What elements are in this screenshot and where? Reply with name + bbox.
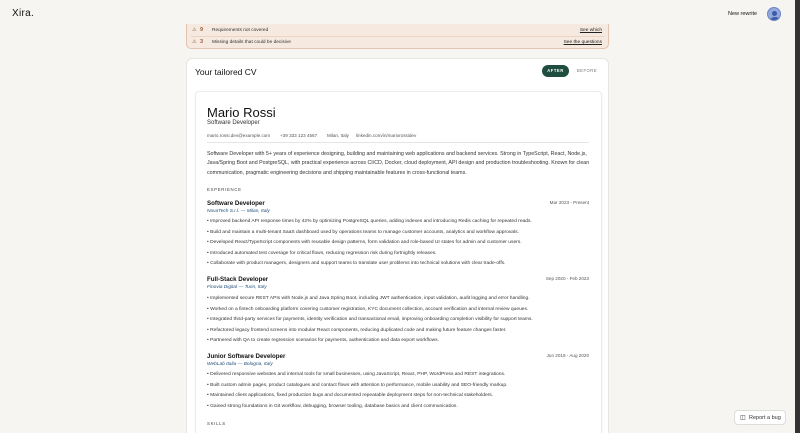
job-company: Finovia Digital — Turin, Italy	[207, 285, 267, 290]
job-bullet: • Refactored legacy frontend screens into modular React components, reducing duplicated code and making future feature changes faster.	[207, 327, 507, 333]
experience-heading: EXPERIENCE	[207, 187, 242, 192]
see-which-link[interactable]: See which	[579, 27, 602, 33]
job-bullet: • Delivered responsive websites and internal tools for small businesses, using JavaScript, React, PHP, WordPress and REST integrations.	[207, 372, 506, 377]
cv-card-title: Your tailored CV	[195, 67, 257, 77]
job-bullet: • Partnered with QA to create regression scenarios for payments, authentication and data export workflows.	[207, 338, 439, 343]
job-bullet: • Implemented secure REST APIs with Node.js and Java Spring Boot, including JWT authentication, input validation, audit logging and error handling.	[207, 296, 530, 301]
cv-role: Software Developer	[207, 120, 260, 126]
job-dates: Mar 2023 - Present	[549, 200, 589, 205]
job-dates: Sep 2020 - Feb 2023	[545, 276, 589, 281]
job-bullet-text: Partnered with QA to create regression scenarios for payments, authentication and data export workflows.	[210, 338, 439, 343]
job-bullet: • Maintained client applications, fixed production bugs and documented repeatable deployment steps for non-technical stakeholders.	[207, 393, 494, 398]
job-bullet-text: Implemented secure REST APIs with Node.js and Java Spring Boot, including JWT authentication, input validation, audit logging and error handling.	[210, 296, 530, 301]
job-bullet-text: Worked on a fintech onboarding platform covering customer registration, KYC document collection, account verification and internal review queues.	[210, 306, 529, 312]
job-bullet: • Collaborate with product managers, designers and support teams to translate user problems into technical solutions with clear trade-offs.	[207, 261, 506, 266]
job-title: Junior Software Developer	[207, 353, 286, 360]
warning-icon: ⚠	[192, 27, 197, 33]
cv-name: Mario Rossi	[207, 105, 276, 120]
job-bullet-text: Maintained client applications, fixed production bugs and documented repeatable deployment steps for non-technical stakeholders.	[210, 393, 494, 398]
job-bullet-text: Introduced automated test coverage for critical flows, reducing regression risk during fortnightly releases.	[210, 250, 437, 256]
new-rewrite-link[interactable]: New rewrite	[728, 11, 758, 17]
job-bullet: • Worked on a fintech onboarding platform covering customer registration, KYC document collection, account verification and internal review queues.	[207, 306, 529, 312]
alerts-panel	[186, 24, 609, 49]
job-bullet-text: Collaborate with product managers, designers and support teams to translate user problems into technical solutions with clear trade-offs.	[210, 261, 506, 266]
job-company: WebLab Italia — Bologna, Italy	[207, 362, 273, 367]
cv-document	[195, 91, 602, 433]
job-bullet-text: Build and maintain a multi-tenant SaaS dashboard used by operations teams to manage customer accounts, analytics and workflow approvals.	[210, 229, 519, 235]
cv-phone: +39 333 123 4567	[280, 133, 318, 138]
after-toggle-button[interactable]: AFTER	[542, 65, 569, 77]
tailored-cv-card	[186, 58, 609, 433]
job-bullet-text: Delivered responsive websites and internal tools for small businesses, using JavaScript, React, PHP, WordPress and REST integrations.	[210, 372, 506, 377]
warning-icon: ⚠	[192, 39, 197, 45]
page-scrollbar[interactable]	[795, 0, 800, 433]
cv-linkedin: linkedin.com/in/mariorossidev	[356, 133, 417, 138]
cv-divider	[207, 142, 589, 143]
skills-heading: SKILLS	[207, 421, 226, 426]
job-bullet: • Integrated third-party services for payments, identity verification and transactional email, improving onboarding completion visibility for support teams.	[207, 317, 533, 322]
job-bullet: • Build and maintain a multi-tenant SaaS dashboard used by operations teams to manage customer accounts, analytics and workflow approvals.	[207, 229, 519, 235]
bug-icon: ◫	[740, 415, 746, 421]
avatar-head-shape	[772, 11, 777, 16]
job-bullet-text: Integrated third-party services for payments, identity verification and transactional email, improving onboarding completion visibility for support teams.	[210, 317, 533, 322]
cv-location: Milan, Italy	[327, 133, 349, 138]
job-bullet: • Built custom admin pages, product catalogues and contact flows with attention to performance, mobile usability and SEO-friendly markup.	[207, 382, 508, 388]
job-bullet-text: Refactored legacy frontend screens into modular React components, reducing duplicated code and making future feature changes faster.	[210, 327, 507, 333]
avatar-body-shape	[770, 17, 780, 22]
cv-summary: Software Developer with 5+ years of experience designing, building and maintaining web applications and backend services. Strong in TypeScript, React, Node.js, Java/Spring Boot and PostgreSQL, with practical experience across CI/CD, Docker, cloud deployment, API design and production troubleshooting. Known for clean communication, pragmatic engineering decisions and shipping maintainable features in cross-functional teams.	[207, 151, 590, 176]
job-bullet-text: Gained strong foundations in Git workflow, debugging, browser tooling, database basics and client communication.	[210, 403, 458, 409]
user-avatar[interactable]	[767, 7, 781, 21]
before-after-toggle	[542, 65, 602, 77]
alert-requirements	[187, 25, 608, 36]
job-title: Full-Stack Developer	[207, 276, 269, 283]
alert-count: 3	[200, 39, 204, 45]
job-bullet: • Improved backend API response times by 42% by optimizing PostgreSQL queries, adding indexes and introducing Redis caching for repeated reads.	[207, 219, 532, 224]
job-bullet-text: Improved backend API response times by 42% by optimizing PostgreSQL queries, adding indexes and introducing Redis caching for repeated reads.	[210, 219, 532, 224]
job-dates: Jun 2018 - Aug 2020	[546, 353, 589, 358]
cv-email: mario.rossi.dev@example.com	[207, 133, 271, 138]
job-title: Software Developer	[207, 200, 265, 207]
job-company: NovaTech S.r.l. — Milan, Italy	[207, 209, 270, 214]
report-bug-button[interactable]	[734, 410, 786, 425]
before-toggle-button[interactable]: BEFORE	[576, 68, 598, 73]
alert-count: 9	[200, 27, 204, 33]
report-bug-label: Report a bug	[749, 415, 781, 421]
job-bullet-text: Developed React/TypeScript components with reusable design patterns, form validation and role-based UI states for admin and customer users.	[210, 240, 522, 245]
job-bullet: • Developed React/TypeScript components with reusable design patterns, form validation and role-based UI states for admin and customer users.	[207, 240, 522, 245]
job-bullet: • Gained strong foundations in Git workflow, debugging, browser tooling, database basics and client communication.	[207, 403, 458, 409]
job-bullet: • Introduced automated test coverage for critical flows, reducing regression risk during fortnightly releases.	[207, 250, 437, 256]
alert-message: Missing details that could be decisive	[212, 39, 291, 45]
job-bullet-text: Built custom admin pages, product catalogues and contact flows with attention to performance, mobile usability and SEO-friendly markup.	[210, 382, 508, 388]
alert-message: Requirements not covered	[212, 27, 269, 33]
app-logo[interactable]: Xira.	[12, 8, 35, 19]
see-questions-link[interactable]: See the questions	[563, 39, 602, 45]
alert-missing-details	[187, 37, 608, 48]
